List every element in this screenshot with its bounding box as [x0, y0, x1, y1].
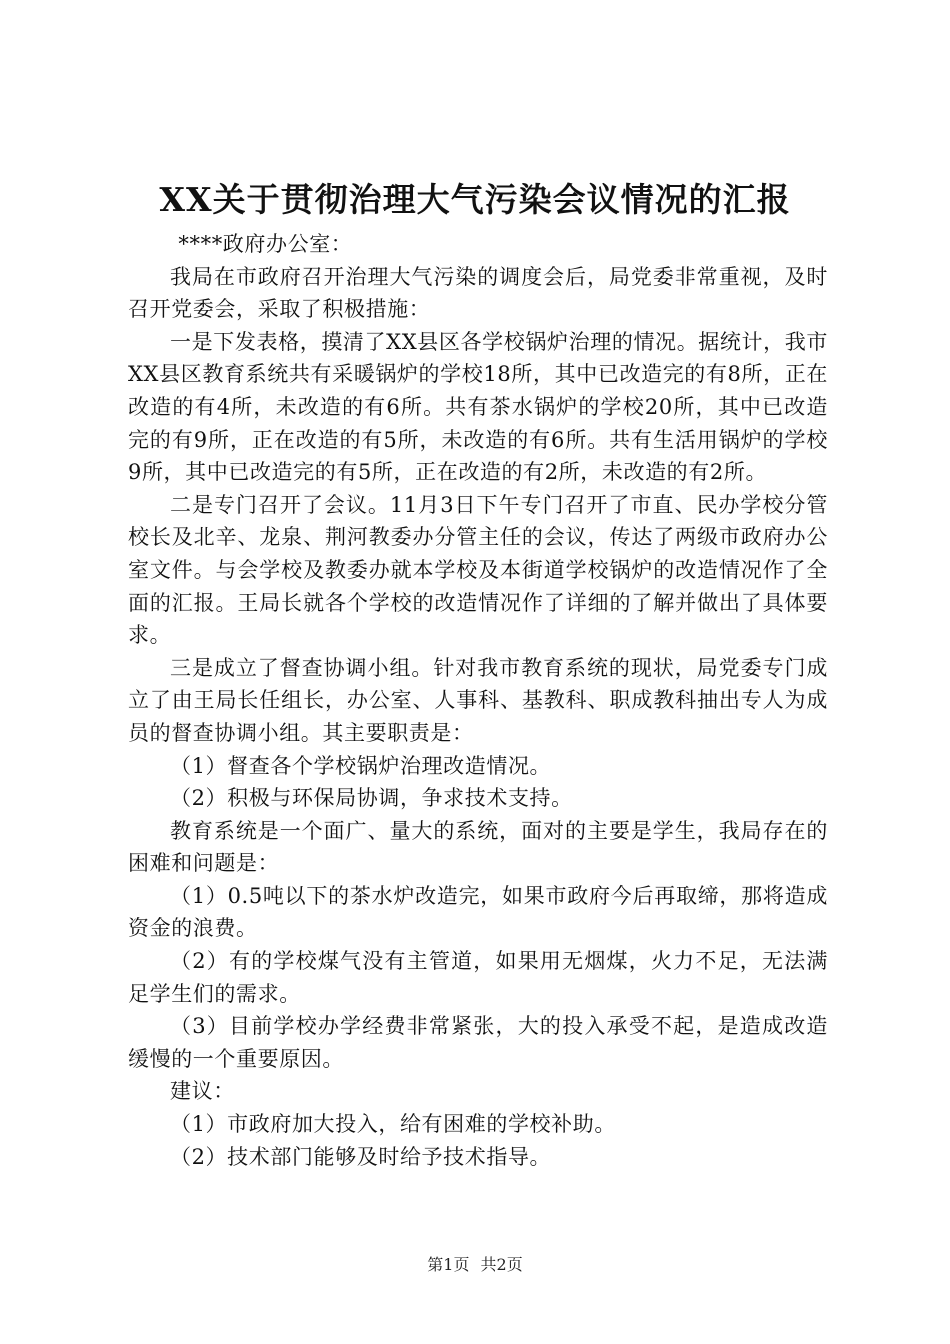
problem-item-2: （2）有的学校煤气没有主管道，如果用无烟煤，火力不足，无法满足学生们的需求。 [128, 949, 828, 1006]
suggestion-item-2: （2）技术部门能够及时给予技术指导。 [170, 1144, 552, 1169]
problem-item-3: （3）目前学校办学经费非常紧张，大的投入承受不起，是造成改造缓慢的一个重要原因。 [128, 1014, 828, 1071]
problem-item-1: （1）0.5吨以下的茶水炉改造完，如果市政府今后再取缔，那将造成资金的浪费。 [128, 883, 828, 941]
suggestions-heading: 建议： [170, 1079, 235, 1104]
page-footer [0, 1252, 950, 1275]
document-title: XX关于贯彻治理大气污染会议情况的汇报 [159, 180, 791, 219]
paragraph-measure-1: 一是下发表格，摸清了XX县区各学校锅炉治理的情况。据统计，我市XX县区教育系统共有采暖锅炉的学校18所，其中已改造完的有8所，正在改造的有4所，未改造的有6所。共有茶水锅炉的学校20所，其中已改造完的有9所，正在改造的有5所，未改造的有6所。共有生活用锅炉的学校9所，其中已改造完的有5所，正在改造的有2所，未改造的有2所。 [128, 329, 828, 485]
paragraph-measure-2: 二是专门召开了会议。11月3日下午专门召开了市直、民办学校分管校长及北辛、龙泉、荆河教委办分管主任的会议，传达了两级市政府办公室文件。与会学校及教委办就本学校及本街道学校锅炉的改造情况作了全面的汇报。王局长就各个学校的改造情况作了详细的了解并做出了具体要求。 [128, 492, 828, 648]
page-total: 共2页 [480, 1255, 523, 1274]
duty-item-2: （2）积极与环保局协调，争求技术支持。 [170, 786, 573, 811]
paragraph-problems: 教育系统是一个面广、量大的系统，面对的主要是学生，我局存在的困难和问题是： [128, 818, 828, 876]
paragraph-measure-3: 三是成立了督查协调小组。针对我市教育系统的现状，局党委专门成立了由王局长任组长，办公室、人事科、基教科、职成教科抽出专人为成员的督查协调小组。其主要职责是： [128, 655, 828, 745]
document-body [128, 228, 828, 1173]
suggestion-item-1: （1）市政府加大投入，给有困难的学校补助。 [170, 1112, 616, 1137]
duty-item-1: （1）督查各个学校锅炉治理改造情况。 [170, 753, 552, 778]
paragraph-intro: 我局在市政府召开治理大气污染的调度会后，局党委非常重视，及时召开党委会，采取了积极措施： [128, 264, 828, 322]
page-number: 第1页 [427, 1255, 470, 1274]
addressee-line: ****政府办公室： [178, 232, 353, 256]
